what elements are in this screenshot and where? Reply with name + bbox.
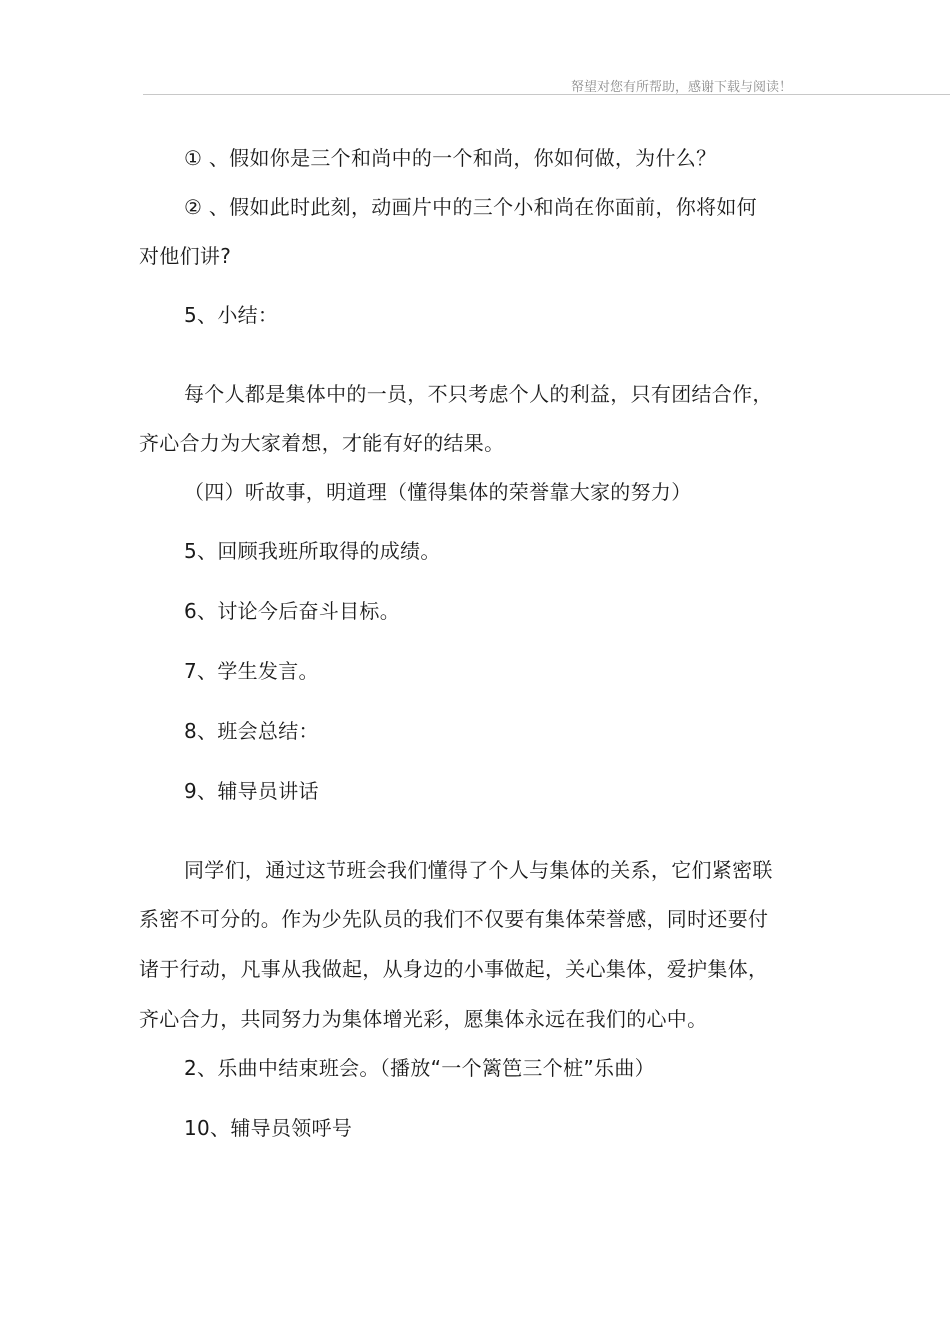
list-item-music: 2、乐曲中结束班会。（播放“一个篱笆三个桩”乐曲）	[184, 1056, 655, 1080]
list-item-review: 5、回顾我班所取得的成绩。	[184, 539, 441, 563]
header-note: 帑望对您有所帮助，感谢下载与阅读！	[571, 80, 793, 95]
header-rule	[143, 94, 950, 95]
list-item-conclusion: 8、班会总结：	[184, 719, 319, 743]
summary-heading: 5、小结：	[184, 303, 279, 327]
question-1: ① 、假如你是三个和尚中的一个和尚，你如何做，为什么？	[184, 146, 717, 170]
question-2-continued: 对他们讲?	[139, 244, 232, 268]
list-item-speech: 7、学生发言。	[184, 659, 319, 683]
summary-paragraph-line-1: 每个人都是集体中的一员，不只考虑个人的利益，只有团结合作，	[184, 382, 773, 406]
closing-paragraph-line-3: 诸于行动，凡事从我做起，从身边的小事做起，关心集体，爱护集体，	[139, 957, 769, 981]
section-heading-4: （四）听故事，明道理（懂得集体的荣誉靠大家的努力）	[184, 480, 692, 504]
question-2: ② 、假如此时此刻，动画片中的三个小和尚在你面前，你将如何	[184, 195, 757, 219]
closing-paragraph-line-4: 齐心合力，共同努力为集体增光彩，愿集体永远在我们的心中。	[139, 1007, 708, 1031]
list-item-goals: 6、讨论今后奋斗目标。	[184, 599, 401, 623]
closing-paragraph-line-1: 同学们，通过这节班会我们懂得了个人与集体的关系，它们紧密联	[184, 858, 773, 882]
list-item-counselor-talk: 9、辅导员讲话	[184, 779, 319, 803]
list-item-slogan: 10、辅导员领呼号	[184, 1116, 353, 1140]
closing-paragraph-line-2: 系密不可分的。作为少先队员的我们不仅要有集体荣誉感，同时还要付	[139, 907, 769, 931]
summary-paragraph-line-2: 齐心合力为大家着想，才能有好的结果。	[139, 431, 505, 455]
